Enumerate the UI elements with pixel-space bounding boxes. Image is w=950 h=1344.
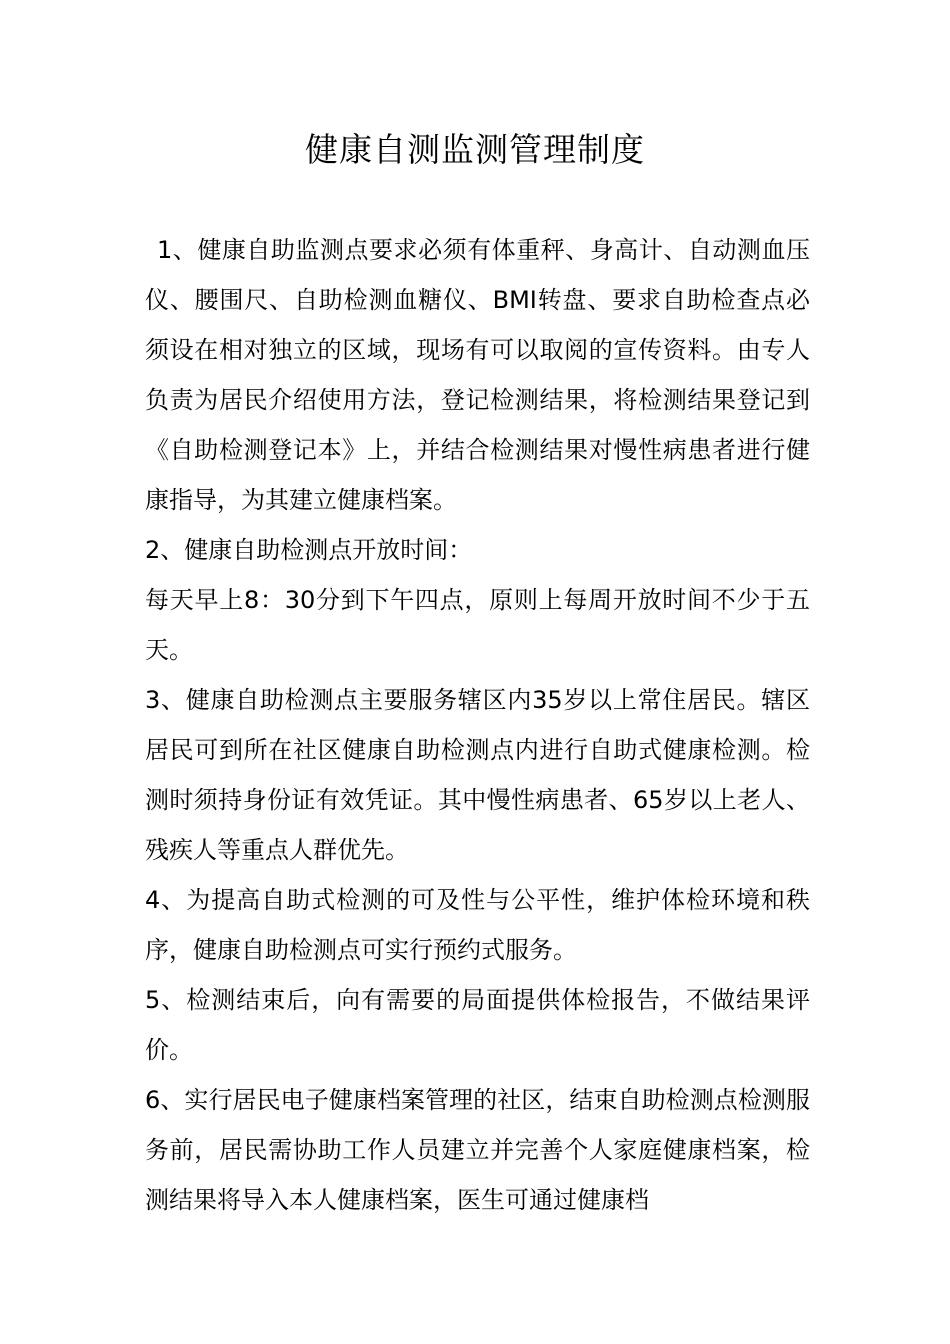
paragraph-3: 每天早上8：30分到下午四点，原则上每周开放时间不少于五天。 [145, 586, 810, 664]
paragraph-7: 6、实行居民电子健康档案管理的社区，结束自助检测点检测服务前，居民需协助工作人员建立并完善个人家庭健康档案，检测结果将导入本人健康档案，医生可通过健康档 [145, 1086, 810, 1214]
document-body [145, 225, 810, 1225]
paragraph-2: 2、健康自助检测点开放时间： [145, 536, 473, 564]
paragraph-6: 5、检测结束后，向有需要的局面提供体检报告，不做结果评价。 [145, 986, 810, 1064]
paragraph-4: 3、健康自助检测点主要服务辖区内35岁以上常住居民。辖区居民可到所在社区健康自助检测点内进行自助式健康检测。检测时须持身份证有效凭证。其中慢性病患者、65岁以上老人、残疾人等重点人群优先。 [145, 686, 810, 864]
document-title: 健康自测监测管理制度 [305, 130, 645, 169]
paragraph-5: 4、为提高自助式检测的可及性与公平性，维护体检环境和秩序，健康自助检测点可实行预约式服务。 [145, 886, 810, 964]
paragraph-1: 1、健康自助监测点要求必须有体重秤、身高计、自动测血压仪、腰围尺、自助检测血糖仪、BMI转盘、要求自助检查点必须设在相对独立的区域，现场有可以取阅的宣传资料。由专人负责为居民介绍使用方法，登记检测结果，将检测结果登记到《自助检测登记本》上，并结合检测结果对慢性病患者进行健康指导，为其建立健康档案。 [145, 236, 810, 514]
